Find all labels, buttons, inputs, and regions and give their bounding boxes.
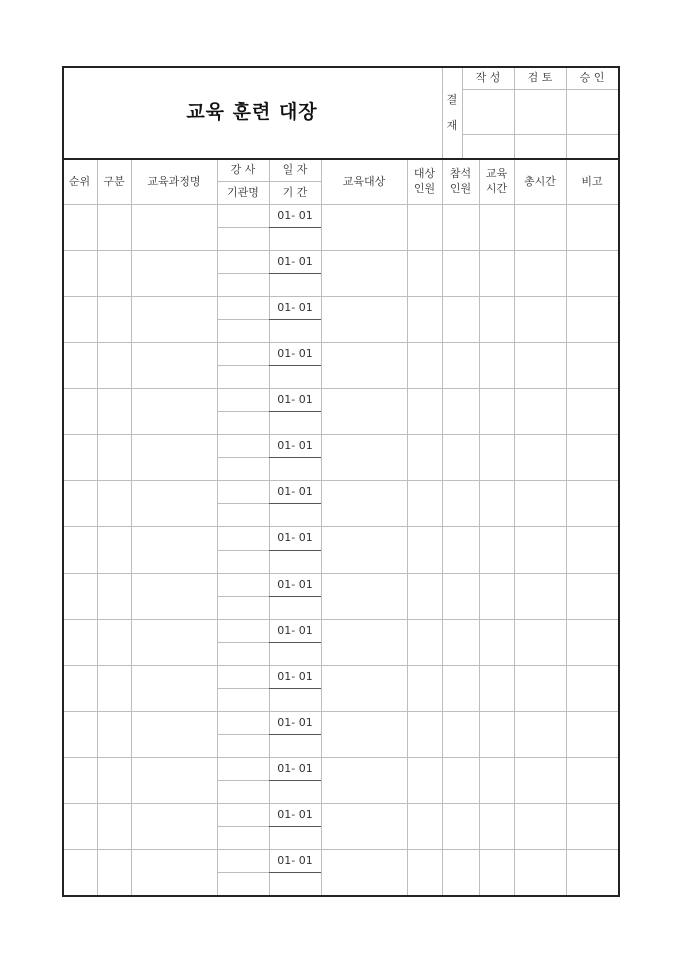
row-divider — [62, 711, 618, 712]
row-date: 01- 01 — [277, 623, 313, 637]
approval-approve-header: 승 인 — [579, 71, 605, 84]
row-divider — [62, 388, 618, 389]
approval-review-header: 검 토 — [527, 71, 553, 84]
outer-border-left — [62, 66, 64, 897]
approval-divider — [462, 66, 463, 158]
row-divider — [62, 250, 618, 251]
approval-divider — [566, 66, 567, 158]
row-mid-line-date — [269, 273, 321, 274]
col-header-remarks: 비고 — [581, 174, 603, 188]
row-mid-line — [217, 503, 269, 504]
page-title: 교육 훈련 대장 — [186, 100, 318, 123]
row-mid-line — [217, 411, 269, 412]
row-date: 01- 01 — [277, 301, 313, 315]
row-divider — [62, 849, 618, 850]
approval-approve-box[interactable] — [566, 89, 618, 158]
header-bottom-line — [62, 204, 618, 205]
col-header-category: 구분 — [103, 174, 125, 188]
row-divider — [62, 619, 618, 620]
col-header-course-name: 교육과정명 — [147, 174, 201, 188]
row-divider — [62, 526, 618, 527]
row-divider — [62, 434, 618, 435]
row-date: 01- 01 — [277, 439, 313, 453]
header-split-line — [217, 181, 321, 182]
row-date: 01- 01 — [277, 853, 313, 867]
col-header-institution: 기관명 — [227, 186, 259, 199]
title-divider — [62, 158, 619, 160]
col-header-total-hours: 총시간 — [524, 174, 556, 188]
approval-written-header: 작 성 — [475, 71, 501, 84]
outer-border-bottom — [62, 895, 619, 897]
approval-header-divider — [462, 89, 618, 90]
row-mid-line — [217, 734, 269, 735]
row-divider — [62, 757, 618, 758]
row-mid-line — [217, 688, 269, 689]
row-divider — [62, 480, 618, 481]
row-mid-line-date — [269, 365, 321, 366]
row-date: 01- 01 — [277, 393, 313, 407]
row-mid-line-date — [269, 734, 321, 735]
row-mid-line-date — [269, 550, 321, 551]
row-date: 01- 01 — [277, 807, 313, 821]
row-mid-line-date — [269, 227, 321, 228]
row-mid-line — [217, 780, 269, 781]
row-divider — [62, 573, 618, 574]
col-header-target: 교육대상 — [342, 174, 386, 188]
row-mid-line — [217, 227, 269, 228]
col-header-target-count: 대상 인원 — [413, 167, 436, 195]
row-mid-line-date — [269, 872, 321, 873]
row-mid-line — [217, 319, 269, 320]
row-date: 01- 01 — [277, 761, 313, 775]
row-date: 01- 01 — [277, 209, 313, 223]
row-mid-line — [217, 826, 269, 827]
approval-divider — [442, 66, 443, 158]
row-mid-line — [217, 273, 269, 274]
col-header-instructor: 강 사 — [230, 163, 256, 176]
row-mid-line-date — [269, 688, 321, 689]
row-date: 01- 01 — [277, 485, 313, 499]
row-date: 01- 01 — [277, 715, 313, 729]
approval-review-box[interactable] — [514, 89, 566, 158]
approval-divider — [514, 66, 515, 158]
col-header-period: 기 간 — [282, 186, 308, 199]
row-mid-line-date — [269, 503, 321, 504]
row-mid-line-date — [269, 596, 321, 597]
approval-label-top: 결 — [446, 92, 458, 106]
col-header-date: 일 자 — [282, 163, 308, 176]
col-header-rank: 순위 — [68, 174, 91, 188]
row-mid-line-date — [269, 780, 321, 781]
row-mid-line — [217, 596, 269, 597]
row-divider — [62, 296, 618, 297]
row-mid-line — [217, 457, 269, 458]
row-divider — [62, 342, 618, 343]
outer-border-right — [618, 66, 620, 897]
row-date: 01- 01 — [277, 255, 313, 269]
row-mid-line — [217, 642, 269, 643]
approval-label-bottom: 재 — [446, 118, 458, 132]
row-mid-line-date — [269, 457, 321, 458]
row-mid-line-date — [269, 319, 321, 320]
row-date: 01- 01 — [277, 669, 313, 683]
row-divider — [62, 803, 618, 804]
row-date: 01- 01 — [277, 577, 313, 591]
outer-border-top — [62, 66, 619, 68]
row-mid-line — [217, 550, 269, 551]
col-header-edu-hours: 교육 시간 — [485, 167, 508, 195]
row-date: 01- 01 — [277, 531, 313, 545]
row-divider — [62, 665, 618, 666]
col-header-attend-count: 참석 인원 — [449, 167, 472, 195]
approval-written-box[interactable] — [462, 89, 514, 158]
row-mid-line-date — [269, 826, 321, 827]
approval-sign-divider — [462, 134, 618, 135]
row-mid-line — [217, 872, 269, 873]
row-mid-line-date — [269, 642, 321, 643]
row-mid-line — [217, 365, 269, 366]
row-date: 01- 01 — [277, 347, 313, 361]
row-mid-line-date — [269, 411, 321, 412]
